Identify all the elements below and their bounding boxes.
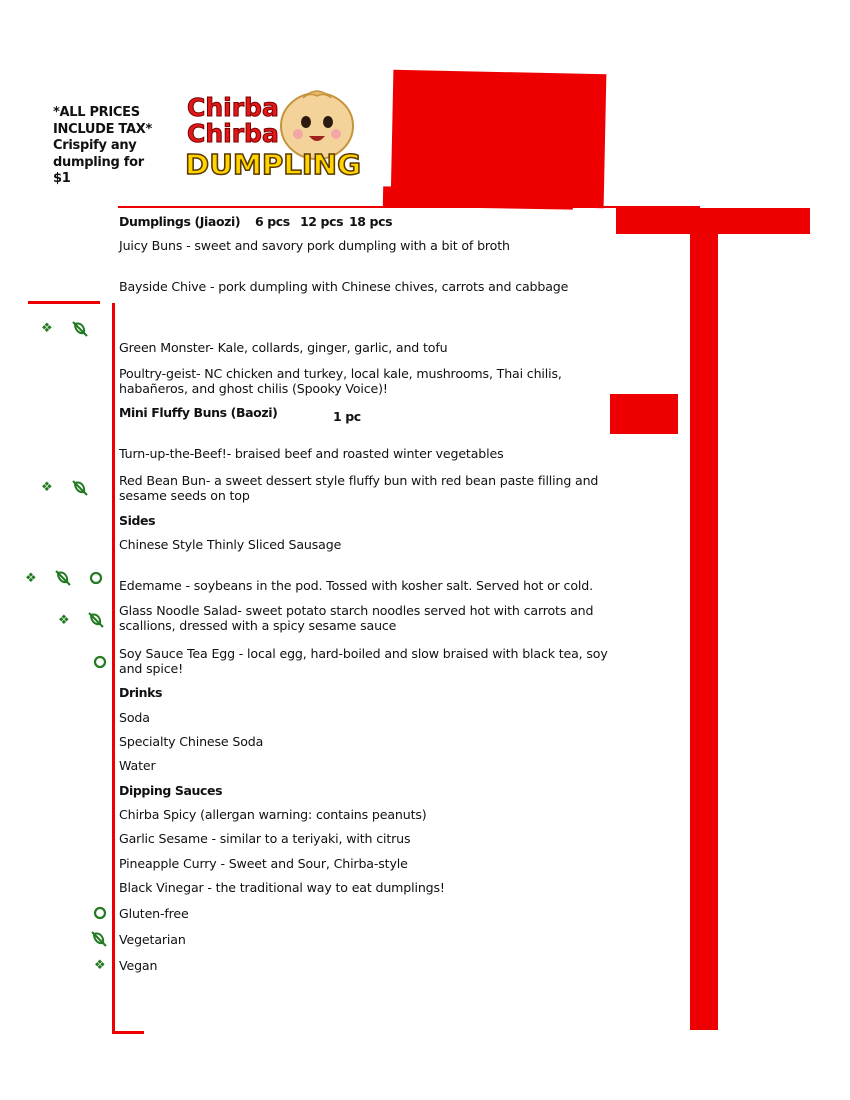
menu-item-black-vinegar: Black Vinegar - the traditional way to eat dumplings! bbox=[119, 880, 445, 895]
menu-item-chirba-spicy: Chirba Spicy (allergan warning: contains peanuts) bbox=[119, 807, 427, 822]
menu-item-garlic-sesame: Garlic Sesame - similar to a teriyaki, with citrus bbox=[119, 831, 411, 846]
price-note: *ALL PRICES INCLUDE TAX* Crispify any dumpling for $1 bbox=[53, 105, 152, 186]
menu-item-specialty-soda: Specialty Chinese Soda bbox=[119, 734, 264, 749]
menu-item-bayside-chive: Bayside Chive - pork dumpling with Chinese chives, carrots and cabbage bbox=[119, 279, 569, 294]
svg-text:Chirba: Chirba bbox=[187, 119, 279, 148]
menu-item-pineapple-curry: Pineapple Curry - Sweet and Sour, Chirba-style bbox=[119, 856, 408, 871]
redaction-block-middle bbox=[610, 394, 678, 434]
section-title-sides: Sides bbox=[119, 513, 156, 528]
gluten-free-icon bbox=[89, 571, 103, 585]
redaction-bar-top-right bbox=[616, 208, 810, 234]
menu-item-edemame: Edemame - soybeans in the pod. Tossed with kosher salt. Served hot or cold. bbox=[119, 578, 593, 593]
red-line-bottom bbox=[112, 1031, 144, 1034]
redaction-pillar-right bbox=[690, 234, 718, 1030]
gluten-free-icon bbox=[93, 906, 107, 920]
vegan-icon: ❖ bbox=[41, 479, 53, 494]
price-col-1pc: 1 pc bbox=[333, 409, 361, 424]
menu-item-sausage: Chinese Style Thinly Sliced Sausage bbox=[119, 537, 342, 552]
vegetarian-icon bbox=[72, 480, 88, 496]
menu-item-green-monster: Green Monster- Kale, collards, ginger, garlic, and tofu bbox=[119, 340, 448, 355]
section-title-sauces: Dipping Sauces bbox=[119, 783, 223, 798]
menu-item-red-bean-bun: Red Bean Bun- a sweet dessert style fluffy bun with red bean paste filling and sesame seeds on top bbox=[119, 473, 599, 503]
price-col-12pcs: 12 pcs bbox=[300, 214, 344, 229]
legend-gluten-free: Gluten-free bbox=[119, 906, 189, 921]
section-title-drinks: Drinks bbox=[119, 685, 163, 700]
menu-item-glass-noodle-salad: Glass Noodle Salad- sweet potato starch noodles served hot with carrots and scallions, dressed with a spicy sesame sauce bbox=[119, 603, 594, 633]
vegetarian-icon bbox=[55, 570, 71, 586]
vegetarian-icon bbox=[91, 931, 107, 947]
vegan-icon: ❖ bbox=[25, 570, 37, 585]
menu-item-turn-up-the-beef: Turn-up-the-Beef!- braised beef and roasted winter vegetables bbox=[119, 446, 504, 461]
vegan-icon: ❖ bbox=[41, 320, 53, 335]
menu-item-tea-egg: Soy Sauce Tea Egg - local egg, hard-boiled and slow braised with black tea, soy and spice! bbox=[119, 646, 608, 676]
menu-item-poultry-geist: Poultry-geist- NC chicken and turkey, local kale, mushrooms, Thai chilis, habañeros, and ghost chilis (Spooky Voice)! bbox=[119, 366, 562, 396]
svg-text:Chirba: Chirba bbox=[187, 93, 279, 122]
gluten-free-icon bbox=[93, 655, 107, 669]
legend-vegetarian: Vegetarian bbox=[119, 932, 186, 947]
vegan-icon: ❖ bbox=[58, 612, 70, 627]
section-title-buns: Mini Fluffy Buns (Baozi) bbox=[119, 405, 278, 420]
menu-item-juicy-buns: Juicy Buns - sweet and savory pork dumpling with a bit of broth bbox=[119, 238, 510, 253]
chirba-logo bbox=[185, 82, 367, 180]
legend-vegan: Vegan bbox=[119, 958, 158, 973]
vegetarian-icon bbox=[88, 612, 104, 628]
red-line-top bbox=[118, 206, 700, 208]
menu-item-soda: Soda bbox=[119, 710, 150, 725]
vegan-icon: ❖ bbox=[94, 957, 106, 972]
menu-item-water: Water bbox=[119, 758, 156, 773]
vegetarian-icon bbox=[72, 321, 88, 337]
svg-text:DUMPLING: DUMPLING bbox=[185, 148, 361, 180]
price-col-18pcs: 18 pcs bbox=[349, 214, 393, 229]
red-line-left-vertical bbox=[112, 303, 115, 1034]
price-col-6pcs: 6 pcs bbox=[255, 214, 290, 229]
red-line-left-top bbox=[28, 301, 100, 304]
section-title-dumplings: Dumplings (Jiaozi) bbox=[119, 214, 241, 229]
